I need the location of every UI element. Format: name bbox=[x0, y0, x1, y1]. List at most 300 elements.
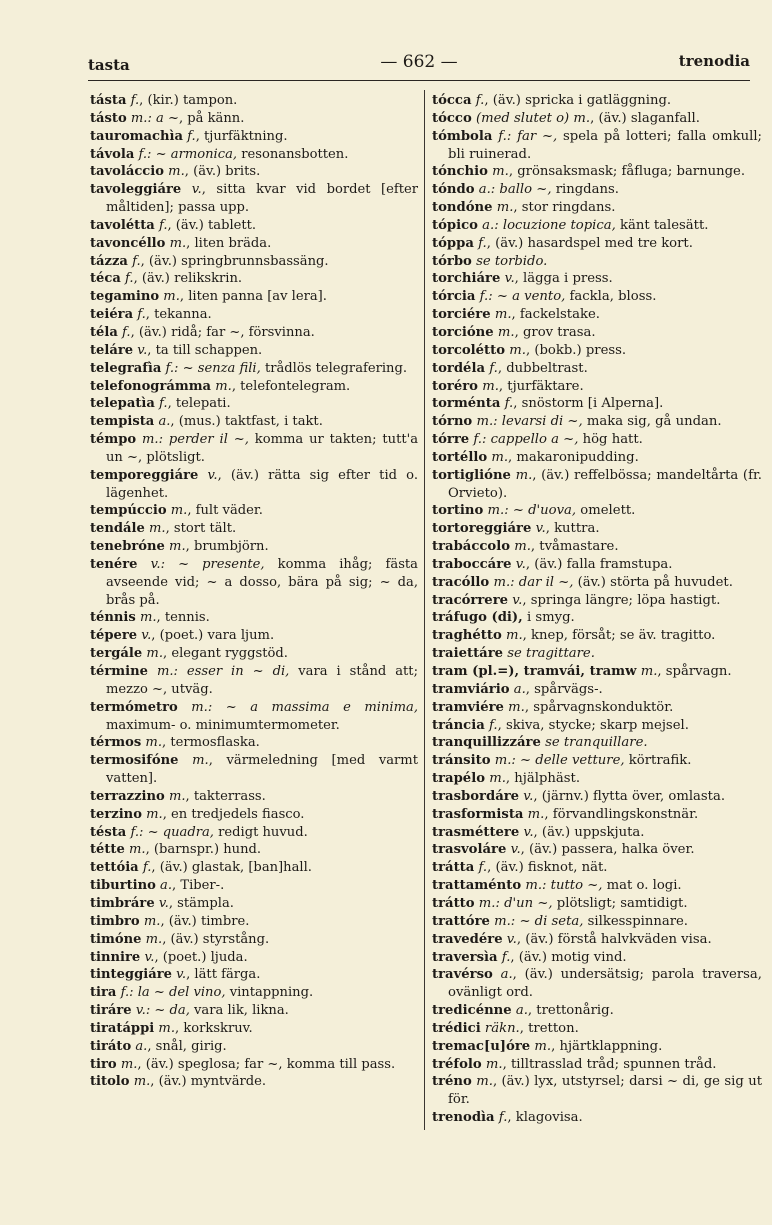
entry-definition: , värmeledning [med varmt vatten]. bbox=[106, 753, 418, 787]
entry-grammar: a. bbox=[515, 1003, 528, 1019]
entry-definition: , (äv.) tablett. bbox=[167, 217, 257, 233]
entry-headword: traiettáre bbox=[432, 646, 504, 662]
dictionary-entry bbox=[90, 1038, 418, 1056]
entry-headword: trabáccolo bbox=[432, 539, 511, 555]
dictionary-entry bbox=[432, 949, 762, 967]
entry-grammar: f. bbox=[122, 324, 131, 340]
entry-grammar: f. bbox=[132, 253, 141, 269]
entry-definition: , (äv.) lyx, utstyrsel; darsi ~ di, ge sig ut för. bbox=[448, 1074, 762, 1108]
entry-grammar: m. bbox=[169, 235, 187, 251]
dictionary-entry bbox=[90, 378, 418, 396]
entry-definition: plötsligt; samtidigt. bbox=[552, 895, 688, 911]
entry-definition: , (äv.) motig vind. bbox=[510, 949, 627, 965]
entry-grammar: v. bbox=[207, 467, 218, 483]
entry-grammar: m.: levarsi di ~, bbox=[476, 414, 583, 430]
entry-grammar: m. bbox=[149, 521, 166, 537]
dictionary-entry bbox=[432, 592, 762, 610]
entry-grammar: m. bbox=[505, 628, 523, 644]
entry-headword: torménta bbox=[432, 396, 501, 412]
entry-headword: toréro bbox=[432, 378, 478, 394]
entry-definition: , stor ringdans. bbox=[513, 200, 616, 216]
entry-definition: komma ihåg; fästa avseende vid; ~ a dosso, bära på sig; ~ da, brås på. bbox=[106, 556, 418, 608]
dictionary-entry bbox=[432, 306, 762, 324]
entry-grammar: m.: ~ delle vetture, bbox=[494, 753, 625, 769]
entry-grammar: m.: dar il ~, bbox=[493, 574, 574, 590]
entry-definition: , hjälphäst. bbox=[505, 771, 581, 787]
entry-definition: , dubbeltrast. bbox=[497, 360, 588, 376]
dictionary-entry bbox=[432, 841, 762, 859]
dictionary-entry bbox=[90, 877, 418, 895]
entry-grammar: f. bbox=[489, 360, 498, 376]
entry-headword: tópico bbox=[432, 217, 478, 233]
entry-definition: , (äv.) springbrunnsbassäng. bbox=[140, 253, 329, 269]
entry-definition: , termosflaska. bbox=[162, 735, 260, 751]
entry-grammar: m. bbox=[492, 164, 509, 180]
dictionary-entry bbox=[432, 895, 762, 913]
entry-grammar: f. bbox=[498, 1110, 508, 1126]
dictionary-entry bbox=[432, 431, 762, 449]
dictionary-entry bbox=[90, 538, 418, 556]
entry-definition: , hjärtklappning. bbox=[551, 1038, 663, 1054]
entry-definition: resonansbotten. bbox=[237, 146, 349, 162]
dictionary-entry bbox=[432, 92, 762, 110]
dictionary-entry bbox=[90, 253, 418, 271]
entry-definition: , springa längre; löpa hastigt. bbox=[522, 592, 721, 608]
entry-headword: temporeggiáre bbox=[90, 467, 199, 483]
entry-grammar: f.: ~ senza fili, bbox=[165, 360, 261, 376]
entry-definition: , stort tält. bbox=[165, 521, 237, 537]
entry-headword: tauromachìa bbox=[90, 128, 183, 144]
entry-definition: , klagovisa. bbox=[507, 1110, 583, 1126]
entry-definition: , (kir.) tampon. bbox=[139, 93, 238, 108]
dictionary-entry bbox=[90, 806, 418, 824]
entry-definition: komma ur takten; tutt'a un ~, plötsligt. bbox=[106, 432, 418, 465]
entry-headword: tracórrere bbox=[432, 592, 509, 608]
entry-grammar: f. bbox=[125, 271, 134, 287]
entry-definition: , (järnv.) flytta över, omlasta. bbox=[533, 788, 726, 804]
entry-headword: trasformista bbox=[432, 806, 524, 822]
dictionary-entry bbox=[90, 217, 418, 235]
entry-grammar: f.: ~ quadra, bbox=[130, 824, 214, 840]
entry-headword: tiráre bbox=[90, 1003, 132, 1019]
dictionary-entry bbox=[90, 859, 418, 877]
column-divider bbox=[424, 90, 425, 1130]
entry-definition: , sitta kvar vid bordet [efter måltiden]; passa upp. bbox=[106, 182, 418, 216]
entry-definition: känt talesätt. bbox=[615, 217, 709, 233]
entry-headword: telegrafìa bbox=[90, 360, 162, 376]
dictionary-entry bbox=[432, 699, 762, 717]
entry-grammar: m. bbox=[485, 1056, 503, 1072]
entry-definition: , (äv.) falla framstupa. bbox=[525, 556, 673, 572]
dictionary-entry bbox=[90, 360, 418, 378]
entry-headword: telefonográmma bbox=[90, 378, 212, 394]
entry-headword: tóppa bbox=[432, 235, 474, 251]
entry-definition: , (äv.) speglosa; far ~, komma till pass. bbox=[137, 1056, 396, 1072]
entry-headword: tiburtino bbox=[90, 878, 156, 894]
dictionary-entry bbox=[90, 824, 418, 842]
entry-definition: , (äv.) uppskjuta. bbox=[533, 824, 645, 840]
entry-headword: trasbordáre bbox=[432, 788, 520, 804]
entry-grammar: m. bbox=[476, 1074, 493, 1090]
entry-headword: tira bbox=[90, 985, 117, 1001]
entry-grammar: a.: locuzione topica, bbox=[482, 217, 616, 233]
entry-grammar: m.: ~ di seta, bbox=[494, 913, 584, 929]
entry-headword: trattaménto bbox=[432, 878, 522, 894]
dictionary-entry bbox=[90, 270, 418, 288]
entry-definition: silkesspinnare. bbox=[583, 913, 689, 929]
dictionary-entry bbox=[432, 1020, 762, 1038]
dictionary-entry bbox=[432, 627, 762, 645]
entry-headword: trédici bbox=[432, 1020, 481, 1036]
entry-headword: tórno bbox=[432, 414, 473, 430]
entry-definition: , (äv.) passera, halka över. bbox=[520, 842, 695, 858]
entry-headword: tésta bbox=[90, 824, 127, 840]
entry-definition: , (barnspr.) hund. bbox=[145, 842, 262, 858]
entry-definition: , trettonårig. bbox=[527, 1003, 614, 1019]
entry-headword: tranquillizzáre bbox=[432, 735, 541, 751]
entry-grammar: f. bbox=[488, 717, 498, 733]
entry-definition: , tjurfäktning. bbox=[195, 128, 288, 144]
entry-grammar: se tranquillare. bbox=[545, 735, 648, 751]
entry-headword: téla bbox=[90, 324, 118, 340]
entry-headword: tavoncéllo bbox=[90, 235, 166, 251]
entry-definition: , knep, försåt; se äv. tragitto. bbox=[522, 628, 716, 644]
entry-headword: tempúccio bbox=[90, 503, 167, 519]
entry-definition: , (äv.) timbre. bbox=[160, 913, 250, 929]
entry-definition: , elegant ryggstöd. bbox=[163, 646, 288, 662]
entry-headword: teláre bbox=[90, 342, 134, 358]
dictionary-entry bbox=[432, 288, 762, 306]
dictionary-entry bbox=[90, 342, 418, 360]
entry-grammar: m. bbox=[169, 539, 186, 555]
dictionary-entry bbox=[432, 199, 762, 217]
entry-headword: tiráto bbox=[90, 1038, 132, 1054]
entry-definition: , (äv.) undersätsig; parola traversa, ovänligt ord. bbox=[448, 967, 762, 1001]
entry-definition: , på känn. bbox=[178, 110, 245, 126]
entry-headword: termómetro bbox=[90, 699, 178, 715]
entry-definition: , (äv.) rätta sig efter tid o. lägenhet. bbox=[106, 467, 419, 501]
entry-grammar: v. bbox=[515, 556, 526, 572]
dictionary-entry bbox=[90, 663, 418, 699]
entry-definition: hög hatt. bbox=[578, 432, 643, 448]
dictionary-entry bbox=[90, 128, 418, 146]
entry-grammar: a. bbox=[500, 967, 513, 983]
entry-headword: torcióne bbox=[432, 324, 494, 340]
entry-grammar: m. bbox=[494, 307, 512, 323]
dictionary-entry bbox=[90, 1020, 418, 1038]
entry-grammar: f. bbox=[475, 93, 485, 108]
entry-grammar: v. bbox=[137, 342, 148, 358]
dictionary-entry bbox=[90, 841, 418, 859]
entry-headword: términe bbox=[90, 664, 148, 679]
entry-grammar: f. bbox=[478, 235, 487, 251]
header-rule bbox=[88, 80, 750, 81]
entry-grammar: m. bbox=[158, 1020, 175, 1036]
entry-headword: tránsito bbox=[432, 753, 491, 769]
entry-grammar: a. bbox=[135, 1038, 148, 1054]
entry-headword: tinteggiáre bbox=[90, 967, 172, 983]
dictionary-entry bbox=[90, 181, 418, 217]
entry-headword: trattóre bbox=[432, 913, 490, 929]
entry-headword: trasméttere bbox=[432, 824, 520, 840]
dictionary-entry bbox=[90, 752, 418, 788]
entry-headword: tergále bbox=[90, 646, 143, 662]
entry-grammar: v. bbox=[523, 788, 534, 804]
entry-grammar: m. bbox=[146, 646, 163, 662]
entry-headword: travérso bbox=[432, 967, 493, 983]
dictionary-entry bbox=[432, 270, 762, 288]
dictionary-entry bbox=[432, 324, 762, 342]
entry-definition: maka sig, gå undan. bbox=[582, 414, 722, 430]
dictionary-entry bbox=[432, 1056, 762, 1074]
dictionary-entry bbox=[432, 645, 762, 663]
entry-grammar: m. bbox=[192, 753, 209, 769]
dictionary-entry bbox=[90, 556, 418, 610]
dictionary-entry bbox=[432, 574, 762, 592]
entry-definition: , fult väder. bbox=[187, 503, 263, 519]
dictionary-entry bbox=[90, 984, 418, 1002]
entry-grammar: v. bbox=[512, 592, 523, 608]
entry-grammar: v. bbox=[144, 949, 155, 965]
entry-definition: , (äv.) glastak, [ban]hall. bbox=[151, 860, 312, 876]
entry-definition: , (poet.) ljuda. bbox=[154, 949, 248, 965]
entry-headword: traghétto bbox=[432, 628, 502, 644]
dictionary-entry bbox=[90, 92, 418, 110]
entry-definition: , (äv.) reffelbössa; mandeltårta (fr. Orvieto). bbox=[448, 467, 762, 501]
entry-headword: timbráre bbox=[90, 895, 155, 911]
entry-definition: , Tiber-. bbox=[172, 878, 225, 894]
dictionary-entry bbox=[432, 538, 762, 556]
dictionary-entry bbox=[90, 699, 418, 735]
entry-grammar: v. bbox=[510, 842, 521, 858]
entry-grammar: se torbido. bbox=[476, 253, 548, 269]
entry-grammar: m. bbox=[143, 913, 161, 929]
entry-headword: tórcia bbox=[432, 289, 476, 305]
dictionary-entry bbox=[432, 342, 762, 360]
entry-headword: torciére bbox=[432, 307, 491, 323]
dictionary-entry bbox=[432, 181, 762, 199]
entry-grammar: m. bbox=[139, 610, 157, 626]
dictionary-entry bbox=[432, 1002, 762, 1020]
entry-grammar: m. bbox=[146, 806, 163, 822]
entry-grammar: f.: ~ armonica, bbox=[138, 146, 238, 162]
entry-headword: tráfugo (di), bbox=[432, 610, 523, 626]
dictionary-entry bbox=[432, 413, 762, 431]
page-number: — 662 — bbox=[380, 52, 458, 72]
entry-definition: , en tredjedels fiasco. bbox=[162, 806, 305, 822]
entry-grammar: v.: ~ presente, bbox=[150, 556, 265, 572]
dictionary-entry bbox=[432, 449, 762, 467]
entry-headword: tordéla bbox=[432, 360, 486, 376]
dictionary-entry bbox=[90, 1002, 418, 1020]
dictionary-entry bbox=[432, 877, 762, 895]
entry-grammar: f. bbox=[130, 93, 140, 108]
dictionary-entry bbox=[90, 1056, 418, 1074]
dictionary-entry bbox=[90, 110, 418, 128]
entry-definition: , snål, girig. bbox=[147, 1038, 227, 1054]
entry-definition: , telepati. bbox=[167, 396, 231, 412]
entry-headword: tramviário bbox=[432, 681, 510, 697]
dictionary-entry bbox=[432, 681, 762, 699]
entry-headword: tremac[u]óre bbox=[432, 1038, 531, 1054]
dictionary-entry bbox=[90, 895, 418, 913]
entry-definition: , lägga i press. bbox=[514, 271, 613, 287]
dictionary-entry bbox=[432, 235, 762, 253]
dictionary-entry bbox=[432, 217, 762, 235]
entry-grammar: m. bbox=[491, 449, 509, 465]
entry-grammar: räkn. bbox=[484, 1020, 520, 1036]
dictionary-entry bbox=[90, 413, 418, 431]
dictionary-entry bbox=[432, 1109, 762, 1127]
dictionary-entry bbox=[90, 645, 418, 663]
entry-headword: terzino bbox=[90, 806, 142, 822]
dictionary-entry bbox=[90, 502, 418, 520]
dictionary-entry bbox=[432, 717, 762, 735]
dictionary-entry bbox=[90, 949, 418, 967]
entry-definition: , spårvägs-. bbox=[525, 681, 603, 697]
dictionary-entry bbox=[432, 609, 762, 627]
entry-definition: , (äv.) relikskrin. bbox=[133, 271, 243, 287]
entry-headword: torchiáre bbox=[432, 271, 501, 287]
entry-headword: tórbo bbox=[432, 253, 472, 269]
dictionary-entry bbox=[90, 520, 418, 538]
entry-headword: tendále bbox=[90, 521, 145, 537]
entry-headword: tracóllo bbox=[432, 574, 490, 590]
dictionary-entry bbox=[90, 467, 418, 503]
entry-headword: tramviére bbox=[432, 699, 504, 715]
dictionary-entry bbox=[432, 253, 762, 271]
entry-definition: , tilltrasslad tråd; spunnen tråd. bbox=[502, 1056, 717, 1072]
entry-headword: traversìa bbox=[432, 949, 498, 965]
entry-grammar: m. bbox=[168, 788, 186, 804]
entry-headword: tondóne bbox=[432, 200, 493, 216]
entry-grammar: f.: ~ a vento, bbox=[479, 289, 566, 305]
entry-grammar: v. bbox=[158, 895, 169, 911]
entry-headword: tiro bbox=[90, 1056, 117, 1072]
entry-grammar: v.: ~ da, bbox=[135, 1003, 190, 1019]
entry-grammar: m. bbox=[482, 378, 499, 394]
entry-grammar: a. bbox=[513, 681, 526, 697]
entry-headword: távola bbox=[90, 146, 135, 162]
entry-definition: , korkskruv. bbox=[175, 1020, 253, 1036]
entry-definition: redigt huvud. bbox=[213, 824, 308, 840]
entry-definition: , skiva, stycke; skarp mejsel. bbox=[497, 717, 689, 733]
entry-grammar: f. bbox=[159, 396, 168, 412]
entry-headword: termosifóne bbox=[90, 753, 179, 769]
dictionary-entry bbox=[432, 520, 762, 538]
entry-headword: térmos bbox=[90, 735, 142, 751]
entry-definition: , (bokb.) press. bbox=[525, 342, 627, 358]
dictionary-entry bbox=[432, 128, 762, 164]
dictionary-entry bbox=[432, 360, 762, 378]
entry-grammar: se tragittare. bbox=[507, 646, 595, 662]
entry-headword: titolo bbox=[90, 1074, 130, 1090]
entry-grammar: m. bbox=[640, 664, 658, 679]
dictionary-entry bbox=[432, 824, 762, 842]
entry-grammar: m. bbox=[170, 503, 188, 519]
dictionary-entry bbox=[432, 1038, 762, 1056]
entry-headword: tavoláccio bbox=[90, 164, 164, 180]
entry-definition: maximum- o. minimumtermometer. bbox=[106, 717, 340, 733]
entry-definition: mat o. logi. bbox=[602, 878, 682, 894]
entry-definition: , (äv.) spricka i gatläggning. bbox=[484, 93, 672, 108]
entry-grammar: m.: esser in ~ di, bbox=[156, 664, 290, 679]
page-header bbox=[88, 50, 750, 78]
dictionary-entry bbox=[432, 734, 762, 752]
entry-grammar: m. bbox=[508, 699, 525, 715]
dictionary-entry bbox=[90, 788, 418, 806]
entry-definition: , spårvagnskonduktör. bbox=[524, 699, 674, 715]
entry-headword: timóne bbox=[90, 931, 142, 947]
entry-grammar: f. bbox=[504, 396, 514, 412]
entry-grammar: v. bbox=[523, 824, 534, 840]
dictionary-entry bbox=[90, 1073, 418, 1091]
entry-headword: tinnire bbox=[90, 949, 141, 965]
entry-definition: , snöstorm [i Alperna]. bbox=[513, 396, 664, 412]
entry-definition: , lätt färga. bbox=[186, 967, 261, 983]
dictionary-entry bbox=[90, 235, 418, 253]
entry-headword: torcolétto bbox=[432, 342, 506, 358]
entry-grammar: m. bbox=[145, 735, 163, 751]
entry-definition: i smyg. bbox=[522, 610, 575, 626]
entry-headword: tréno bbox=[432, 1074, 472, 1090]
entry-headword: telepatìa bbox=[90, 396, 155, 412]
entry-definition: , brumbjörn. bbox=[185, 539, 269, 555]
entry-headword: tócco bbox=[432, 110, 472, 126]
header-right-guideword: trenodia bbox=[678, 52, 750, 70]
entry-definition: , makaronipudding. bbox=[508, 449, 639, 465]
entry-definition: ringdans. bbox=[551, 182, 619, 198]
entry-headword: travedére bbox=[432, 931, 503, 947]
dictionary-entry bbox=[90, 913, 418, 931]
entry-grammar: f. bbox=[158, 217, 168, 233]
entry-definition: , förvandlingskonstnär. bbox=[544, 806, 699, 822]
entry-grammar: m. bbox=[527, 806, 545, 822]
entry-grammar: m.: tutto ~, bbox=[525, 878, 603, 894]
dictionary-entry bbox=[432, 556, 762, 574]
entry-grammar: v. bbox=[191, 182, 202, 198]
entry-definition: , grönsaksmask; fåfluga; barnunge. bbox=[508, 164, 746, 180]
entry-grammar: f. bbox=[501, 949, 511, 965]
entry-grammar: m. bbox=[489, 771, 506, 787]
header-left-guideword: tasta bbox=[88, 56, 130, 74]
entry-headword: tiratáppi bbox=[90, 1020, 155, 1036]
entry-headword: tázza bbox=[90, 253, 128, 269]
entry-headword: tásta bbox=[90, 93, 127, 108]
entry-grammar: a.: ballo ~, bbox=[478, 182, 552, 198]
entry-grammar: m. bbox=[128, 842, 146, 858]
entry-headword: tortiglióne bbox=[432, 467, 511, 483]
entry-grammar: f.: cappello a ~, bbox=[473, 432, 579, 448]
entry-headword: tettóia bbox=[90, 860, 139, 876]
entry-grammar: m. bbox=[163, 289, 180, 305]
entry-definition: omelett. bbox=[576, 503, 636, 519]
entry-headword: ténnis bbox=[90, 610, 136, 626]
entry-grammar: m. bbox=[496, 200, 514, 216]
entry-headword: timbro bbox=[90, 913, 140, 929]
dictionary-entry bbox=[90, 931, 418, 949]
entry-grammar: v. bbox=[535, 521, 546, 537]
entry-grammar: m. bbox=[133, 1074, 151, 1090]
dictionary-entry bbox=[432, 752, 762, 770]
dictionary-entry bbox=[432, 467, 762, 503]
entry-grammar: f. bbox=[478, 860, 488, 876]
entry-grammar: f. bbox=[137, 307, 146, 323]
entry-headword: trátto bbox=[432, 895, 475, 911]
dictionary-entry bbox=[90, 431, 418, 467]
entry-headword: tónchio bbox=[432, 164, 488, 180]
entry-headword: traboccáre bbox=[432, 556, 512, 572]
